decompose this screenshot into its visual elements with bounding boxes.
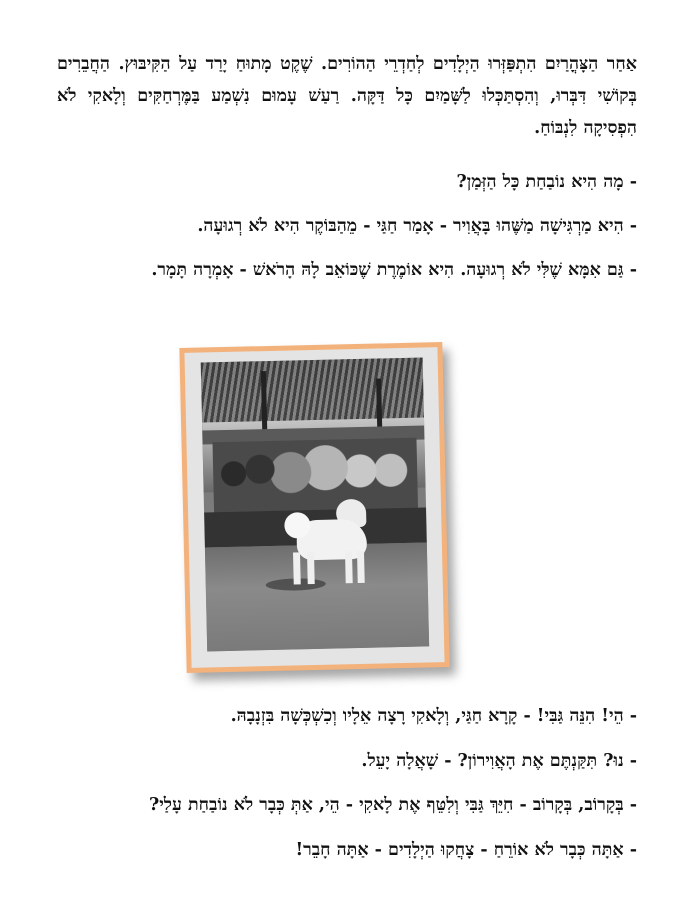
dialogue-line: - בְּקָרוֹב, בְּקָרוֹב - חִיֵּךְ גַּבִּי וְלִטֵּף אֶת לָאקִי - הֵי, אַתְּ כְּבָר לֹא נוֹבַחַת עָלַי? (148, 795, 637, 815)
dialogue-line: - נוּ? תִּקַּנְתֶּם אֶת הָאֲוִירוֹן? - שָׁאֲלָה יָעֵל. (361, 751, 637, 771)
dog-photo (179, 342, 449, 673)
photo-image (201, 358, 429, 652)
intro-paragraph: אַחַר הַצָּהֳרַיִם הִתְפַּזְּרוּ הַיְלָדִים לְחַדְרֵי הַהוֹרִים. שֶׁקֶט מָתוּחַ יָרַד עַל הַקִּיבּוּץ. הַחֲבֵרִים בְּקוֹשִׁי דִּבְּרוּ, וְהִסְתַּכְּלוּ לַשָּׁמַיִם כָּל דַּקָּה. רַעַשׁ עָמוּם נִשְׁמַע בַּמֶּרְחַקִּים וְלָאקִי לֹא הִפְסִיקָה לִנְבּוֹחַ. (57, 54, 637, 138)
photo-mat (184, 347, 444, 668)
dialogue-line: - גַּם אִמָּא שֶׁלִּי לֹא רְגוּעָה. הִיא אוֹמֶרֶת שֶׁכּוֹאֵב לָהּ הָרֹאשׁ - אָמְרָה תָּמָר. (151, 260, 637, 280)
dialogue-line: - הִיא מַרְגִּישָׁה מַשֶּׁהוּ בָּאֲוִיר - אָמַר חַגַּי - מֵהַבּוֹקֶר הִיא לֹא רְגוּעָה. (197, 216, 637, 236)
dialogue-line: - אַתָּה כְּבָר לֹא אוֹרֵחַ - צָחֲקוּ הַיְלָדִים - אַתָּה חָבֵר! (295, 840, 637, 860)
dialogue-line: - הֵי! הִנֵּה גַּבִּי! - קָרָא חַגַּי, וְלָאקִי רָצָה אֵלָיו וְכִשְׁכְּשָׁה בִּזְנָבָהּ. (230, 706, 637, 726)
dialogue-line: - מָה הִיא נוֹבַחַת כָּל הַזְּמַן? (456, 172, 637, 192)
